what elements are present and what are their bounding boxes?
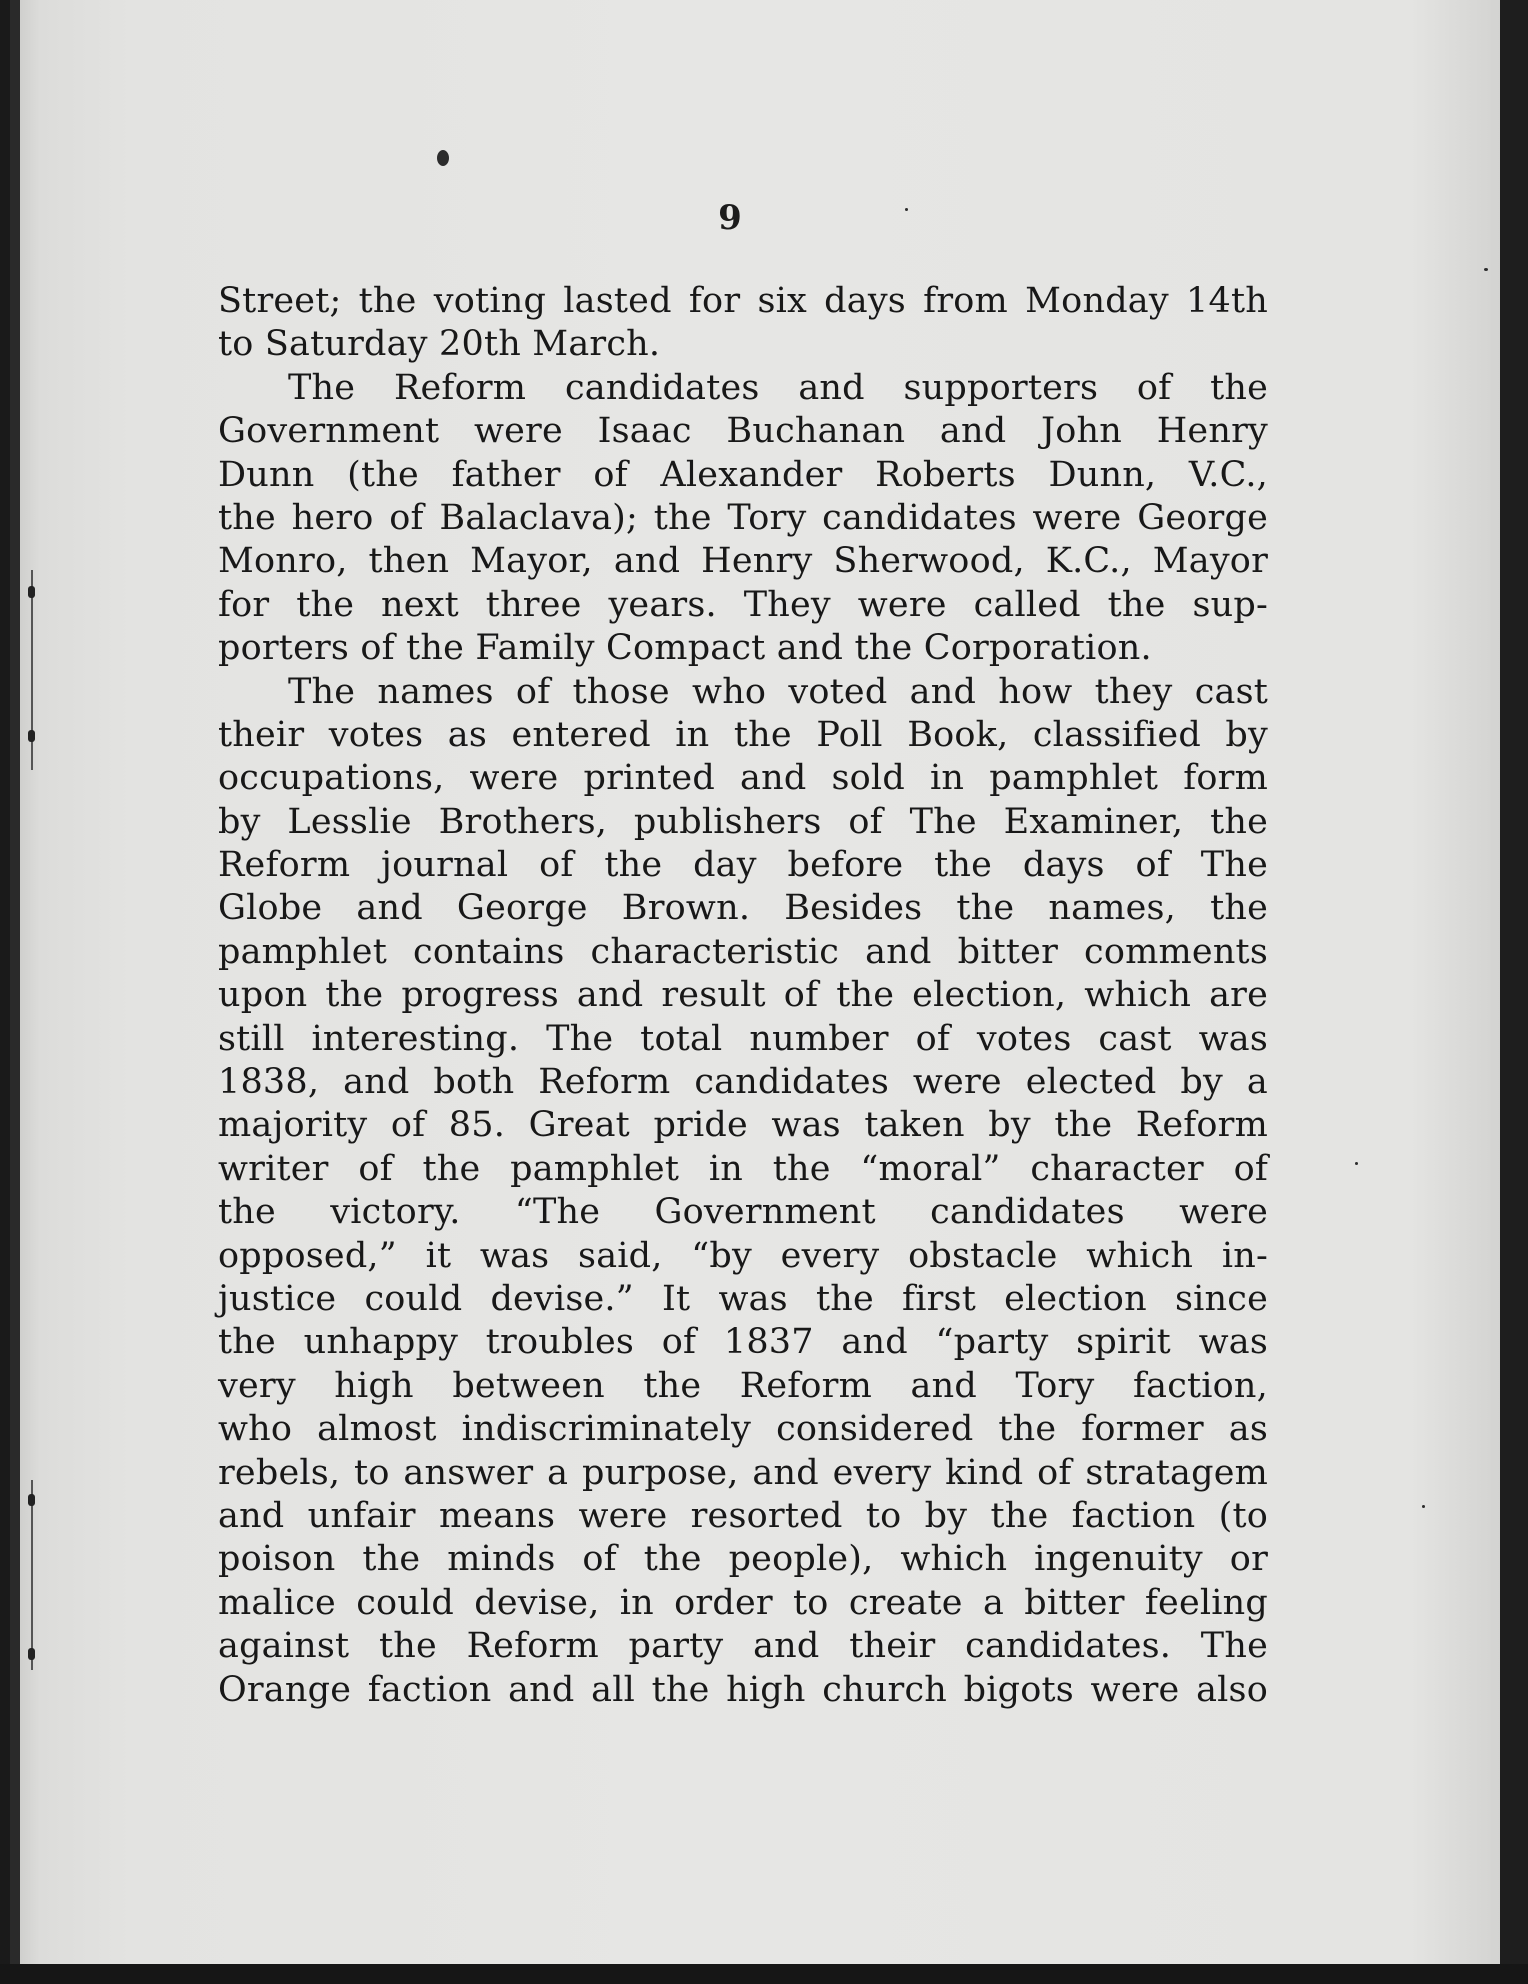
text-line: The names of those who voted and how they cast (288, 671, 1268, 712)
text-line: very high between the Reform and Tory faction, (218, 1365, 1268, 1406)
text-line: justice could devise.” It was the first election since (218, 1278, 1268, 1319)
page-number: 9 (718, 198, 742, 238)
text-line: still interesting. The total number of votes cast was (218, 1018, 1268, 1059)
text-line: the hero of Balaclava); the Tory candidates were George (218, 497, 1268, 538)
binding-stitch (28, 586, 35, 598)
text-line: their votes as entered in the Poll Book, classified by (218, 714, 1268, 755)
text-line: 1838, and both Reform candidates were elected by a (218, 1062, 1268, 1103)
scan-right-margin (1500, 0, 1528, 1984)
text-line: opposed,” it was said, “by every obstacle which in- (218, 1235, 1268, 1276)
body-text (218, 280, 1268, 1712)
text-line: The Reform candidates and supporters of the (288, 367, 1268, 408)
text-line: for the next three years. They were called the sup- (218, 584, 1268, 625)
text-line: pamphlet contains characteristic and bitter comments (218, 931, 1268, 972)
binding-edge (10, 0, 20, 1964)
text-line: malice could devise, in order to create a bitter feeling (218, 1582, 1268, 1623)
text-line: to Saturday 20th March. (218, 324, 661, 365)
text-line: majority of 85. Great pride was taken by the Reform (218, 1105, 1268, 1146)
binding-stitch (28, 730, 35, 742)
text-line: and unfair means were resorted to by the faction (to (218, 1495, 1268, 1536)
text-line: Reform journal of the day before the days of The (218, 845, 1268, 886)
scan-bottom-margin (0, 1964, 1528, 1984)
text-line: poison the minds of the people), which ingenuity or (218, 1539, 1268, 1580)
book-page (10, 0, 1500, 1964)
text-line: by Lesslie Brothers, publishers of The Examiner, the (218, 801, 1268, 842)
text-line: Government were Isaac Buchanan and John Henry (218, 411, 1268, 452)
binding-stitch (28, 1494, 35, 1506)
text-line: upon the progress and result of the election, which are (218, 975, 1268, 1016)
text-line: porters of the Family Compact and the Corporation. (218, 628, 1152, 669)
text-line: occupations, were printed and sold in pamphlet form (218, 758, 1268, 799)
ink-speck (1355, 1162, 1358, 1165)
binding-stitch (28, 1648, 35, 1660)
text-line: the unhappy troubles of 1837 and “party spirit was (218, 1322, 1268, 1363)
binding-thread (31, 1480, 33, 1670)
text-line: rebels, to answer a purpose, and every kind of stratagem (218, 1452, 1268, 1493)
text-line: who almost indiscriminately considered the former as (218, 1409, 1268, 1450)
text-line: Orange faction and all the high church bigots were also (218, 1669, 1268, 1710)
text-line: Monro, then Mayor, and Henry Sherwood, K.C., Mayor (218, 541, 1268, 582)
ink-speck (1484, 268, 1488, 271)
text-line: against the Reform party and their candidates. The (218, 1626, 1268, 1667)
text-line: Dunn (the father of Alexander Roberts Dunn, V.C., (218, 454, 1268, 495)
text-line: Globe and George Brown. Besides the names, the (218, 888, 1268, 929)
ink-speck (437, 150, 449, 166)
text-line: writer of the pamphlet in the “moral” character of (218, 1148, 1268, 1189)
text-line: the victory. “The Government candidates were (218, 1192, 1268, 1233)
ink-speck (905, 208, 908, 211)
ink-speck (1422, 1505, 1425, 1508)
text-line: Street; the voting lasted for six days from Monday 14th (218, 281, 1268, 321)
